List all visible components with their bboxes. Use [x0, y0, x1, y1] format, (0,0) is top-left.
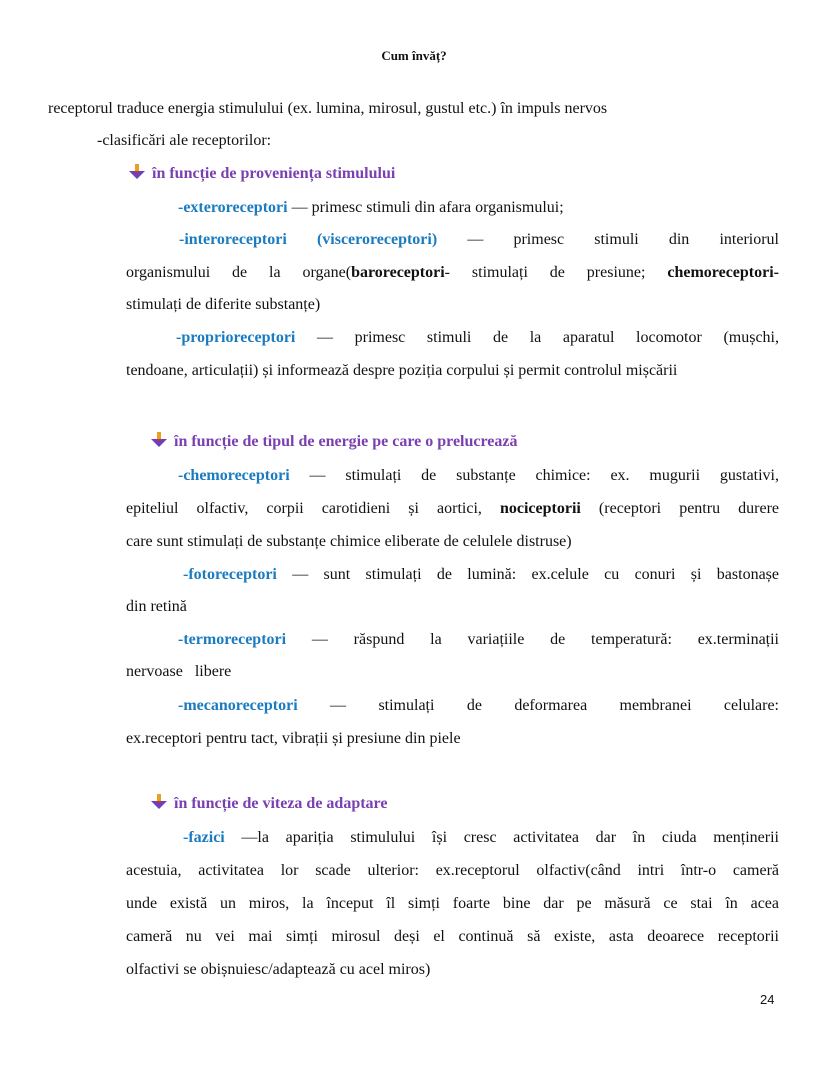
fazici-line-4: cameră nu vei mai simți mirosul deși el continuă să existe, asta deoarece receptorii: [126, 928, 779, 945]
page-header: Cum învăț?: [381, 48, 447, 63]
mecanoreceptori-line-2: ex.receptori pentru tact, vibrații și presiune din piele: [126, 730, 461, 747]
term-interoreceptori: -interoreceptori (visceroreceptori): [179, 231, 438, 248]
chemoreceptori-line: [178, 466, 779, 486]
term-baroreceptori: baroreceptori: [351, 264, 445, 281]
down-arrow-icon: [150, 432, 168, 448]
page-number: 24: [760, 992, 775, 1007]
term-chemoreceptori: -chemoreceptori: [178, 467, 290, 484]
heading-text: în funcție de viteza de adaptare: [174, 795, 388, 812]
fazici-line-3: unde există un miros, la început îl simți foarte bine dar pe măsură ce stai în acea: [126, 895, 779, 912]
chemoreceptori-line-2: [126, 499, 779, 519]
definition-text: — stimulați de substanțe chimice: ex. mugurii gustativi,: [289, 467, 779, 484]
text-fragment: (receptori pentru durere: [580, 500, 779, 517]
mecanoreceptori-line: [178, 696, 779, 716]
text-fragment: - stimulați de presiune;: [444, 264, 668, 281]
term-chemoreceptori: chemoreceptori-: [667, 264, 779, 281]
section-heading-origin: [128, 164, 395, 184]
term-proprioreceptori: -proprioreceptori: [176, 329, 296, 346]
fazici-line-5: olfactivi se obișnuiesc/adaptează cu acel miros): [126, 961, 431, 978]
chemoreceptori-line-3: care sunt stimulați de substanțe chimice eliberate de celulele distruse): [126, 533, 572, 550]
definition-text: — sunt stimulați de lumină: ex.celule cu conuri și bastonașe: [276, 566, 779, 583]
down-arrow-icon: [128, 164, 146, 180]
proprioreceptori-line-2: tendoane, articulații) și informează despre poziția corpului și permit controlul mișcării: [126, 362, 678, 379]
fazici-line: [183, 828, 779, 848]
definition-text: — primesc stimuli din afara organismului;: [287, 199, 564, 216]
interoreceptori-line: [179, 230, 779, 250]
term-nociceptorii: nociceptorii: [499, 500, 581, 517]
term-fotoreceptori: -fotoreceptori: [183, 566, 277, 583]
definition-text: — primesc stimuli de la aparatul locomotor (mușchi,: [295, 329, 779, 346]
heading-text: în funcție de proveniența stimulului: [152, 165, 396, 182]
classification-label: -clasificări ale receptorilor:: [97, 132, 272, 149]
fotoreceptori-line-2: din retină: [126, 598, 187, 615]
term-termoreceptori: -termoreceptori: [178, 631, 287, 648]
termoreceptori-line-2: nervoase libere: [126, 663, 232, 680]
text-fragment: epiteliul olfactiv, corpii carotidieni și aortici,: [126, 500, 500, 517]
interoreceptori-line-3: stimulați de diferite substanțe): [126, 296, 321, 313]
exteroreceptori-line: [178, 198, 564, 218]
text-fragment: organismului de la organe(: [126, 264, 352, 281]
heading-text: în funcție de tipul de energie pe care o prelucrează: [174, 433, 518, 450]
termoreceptori-line: [178, 630, 779, 650]
down-arrow-icon: [150, 794, 168, 810]
fotoreceptori-line: [183, 565, 779, 585]
definition-text: — primesc stimuli din interiorul: [437, 231, 779, 248]
definition-text: —la apariția stimulului își cresc activitatea dar în ciuda menținerii: [224, 829, 779, 846]
term-fazici: -fazici: [183, 829, 225, 846]
definition-text: — răspund la variațiile de temperatură: ex.terminații: [286, 631, 779, 648]
section-heading-energy: [150, 432, 518, 452]
fazici-line-2: acestuia, activitatea lor scade ulterior: ex.receptorul olfactiv(când intri într-o cameră: [126, 862, 779, 879]
interoreceptori-line-2: [126, 263, 779, 283]
term-exteroreceptori: -exteroreceptori: [178, 199, 288, 216]
term-mecanoreceptori: -mecanoreceptori: [178, 697, 298, 714]
intro-line: receptorul traduce energia stimulului (ex. lumina, mirosul, gustul etc.) în impuls nervos: [48, 100, 608, 117]
proprioreceptori-line: [176, 328, 779, 348]
section-heading-adaptation: [150, 794, 387, 814]
definition-text: — stimulați de deformarea membranei celulare:: [297, 697, 779, 714]
